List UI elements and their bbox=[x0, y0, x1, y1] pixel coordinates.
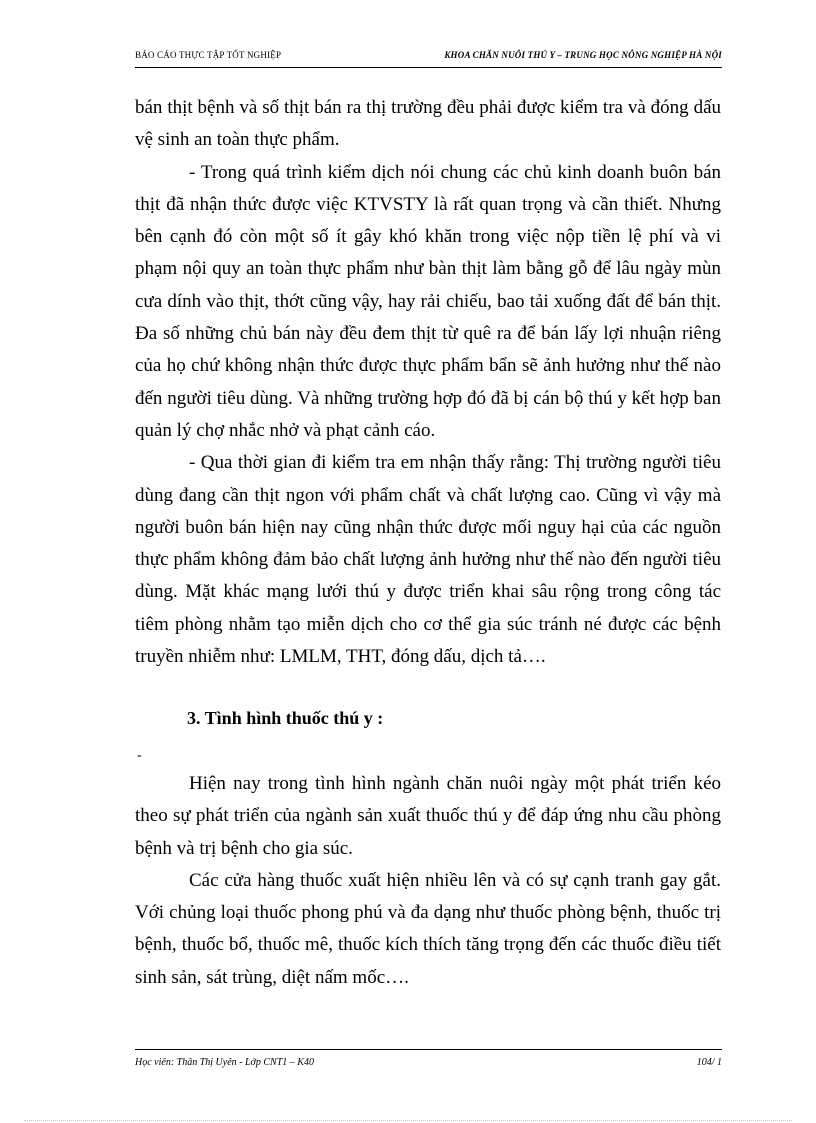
paragraph-observation: - Qua thời gian đi kiểm tra em nhận thấy rằng: Thị trường người tiêu dùng đang cần thịt ngon với phẩm chất và chất lượng cao. Cũng vì vậy mà người buôn bán hiện nay cũng nhận thức được mối nguy hại của các nguồn thực phẩm không đảm bảo chất lượng ảnh hưởng như thế nào đến người tiêu dùng. Mặt khác mạng lưới thú y được triển khai sâu rộng trong công tác tiêm phòng nhằm tạo miễn dịch cho cơ thể gia súc tránh né được các bệnh truyền nhiễm như: LMLM, THT, đóng dấu, dịch tả…. bbox=[135, 452, 721, 668]
dash-mark: - bbox=[137, 748, 142, 763]
header-report-title: BÁO CÁO THỰC TẬP TỐT NGHIỆP bbox=[135, 50, 282, 60]
paragraph-shops: Các cửa hàng thuốc xuất hiện nhiều lên và có sự cạnh tranh gay gắt. Với chủng loại thuốc phong phú và đa dạng như thuốc phòng bệnh, thuốc trị bệnh, thuốc bổ, thuốc mê, thuốc kích thích tăng trọng đến các thuốc điều tiết sinh sản, sát trùng, diệt nấm mốc…. bbox=[135, 869, 721, 988]
paragraph-industry: Hiện nay trong tình hình ngành chăn nuôi ngày một phát triển kéo theo sự phát triển của ngành sản xuất thuốc thú y để đáp ứng nhu cầu phòng bệnh và trị bệnh cho gia súc. bbox=[135, 773, 721, 859]
body-section-1 bbox=[135, 92, 721, 673]
paragraph-inspection: - Trong quá trình kiểm dịch nói chung các chủ kinh doanh buôn bán thịt đã nhận thức được việc KTVSTY là rất quan trọng và cần thiết. Nhưng bên cạnh đó còn một số ít gây khó khăn trong việc nộp tiền lệ phí và vi phạm nội quy an toàn thực phẩm như bàn thịt làm bằng gỗ để lâu ngày mùn cưa dính vào thịt, thớt cũng vậy, hay rải chiếu, bao tải xuống đất để bán thịt. Đa số những chủ bán này đều đem thịt từ quê ra để bán lấy lợi nhuận riêng của họ chứ không nhận thức được thực phẩm bẩn sẽ ảnh hưởng như thế nào đến người tiêu dùng. Và những trường hợp đó đã bị cán bộ thú y kết hợp ban quản lý chợ nhắc nhở và phạt cảnh cáo. bbox=[135, 161, 721, 441]
page-header bbox=[135, 50, 722, 64]
paragraph-continuation: bán thịt bệnh và số thịt bán ra thị trường đều phải được kiểm tra và đóng dấu vệ sinh an toàn thực phẩm. bbox=[135, 97, 721, 151]
footer-student-info: Học viên: Thân Thị Uyên - Lớp CNT1 – K40 bbox=[135, 1057, 314, 1068]
page-number: 104/ 1 bbox=[696, 1057, 722, 1068]
header-faculty-name: KHOA CHĂN NUÔI THÚ Y – TRUNG HỌC NÔNG NGHIỆP HÀ NỘI bbox=[444, 50, 722, 60]
page-edge-divider bbox=[24, 1120, 792, 1121]
header-divider bbox=[135, 67, 722, 68]
footer-divider bbox=[135, 1049, 722, 1050]
body-section-2 bbox=[135, 768, 721, 994]
page-footer bbox=[135, 1057, 722, 1071]
section-heading: 3. Tình hình thuốc thú y : bbox=[187, 708, 384, 728]
